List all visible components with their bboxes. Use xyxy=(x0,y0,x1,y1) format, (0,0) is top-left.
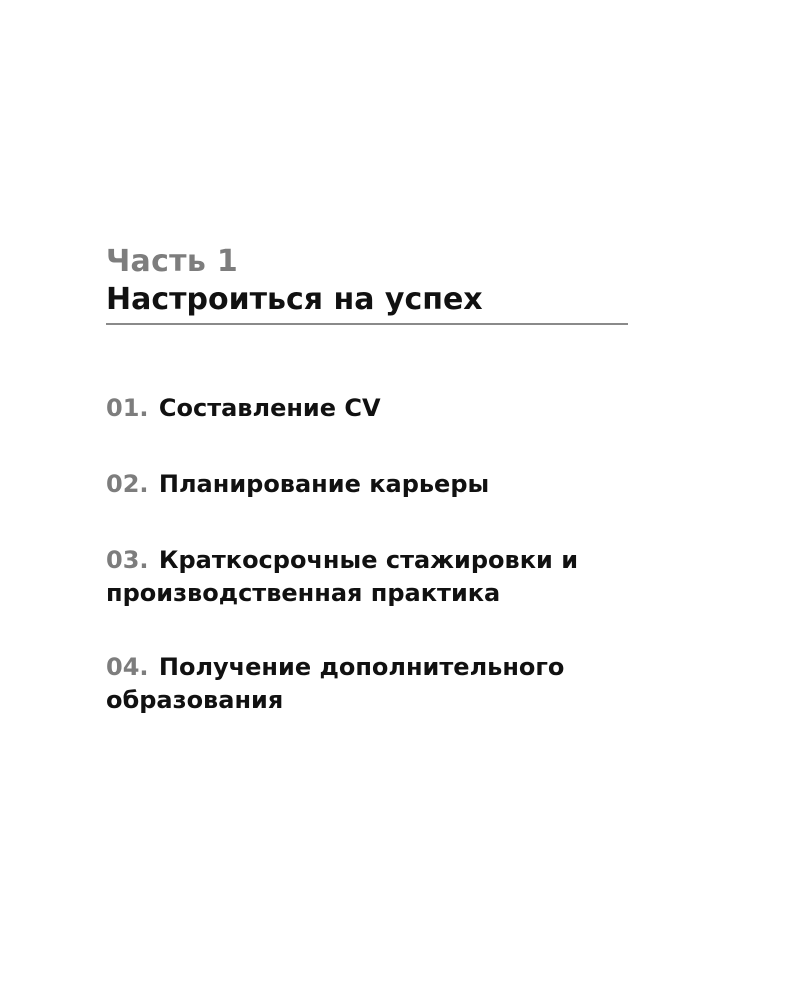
chapter-number: 01. xyxy=(106,394,149,422)
part-label: Часть 1 xyxy=(106,244,239,279)
chapter-title: Составление CV xyxy=(158,394,381,422)
toc-entry-01 xyxy=(106,392,666,425)
part-title: Настроиться на успех xyxy=(106,282,483,317)
part-header xyxy=(106,243,628,319)
chapter-title: Планирование карьеры xyxy=(158,470,490,498)
toc-entry-04 xyxy=(106,651,666,717)
chapter-number: 03. xyxy=(106,546,149,574)
toc-entry-02 xyxy=(106,468,666,501)
chapter-title: Получение дополнительного образования xyxy=(106,653,565,714)
chapter-number: 02. xyxy=(106,470,149,498)
chapter-number: 04. xyxy=(106,653,149,681)
toc-entry-03 xyxy=(106,544,666,610)
header-divider xyxy=(106,323,628,325)
chapter-title: Краткосрочные стажировки и производственная практика xyxy=(106,546,579,607)
